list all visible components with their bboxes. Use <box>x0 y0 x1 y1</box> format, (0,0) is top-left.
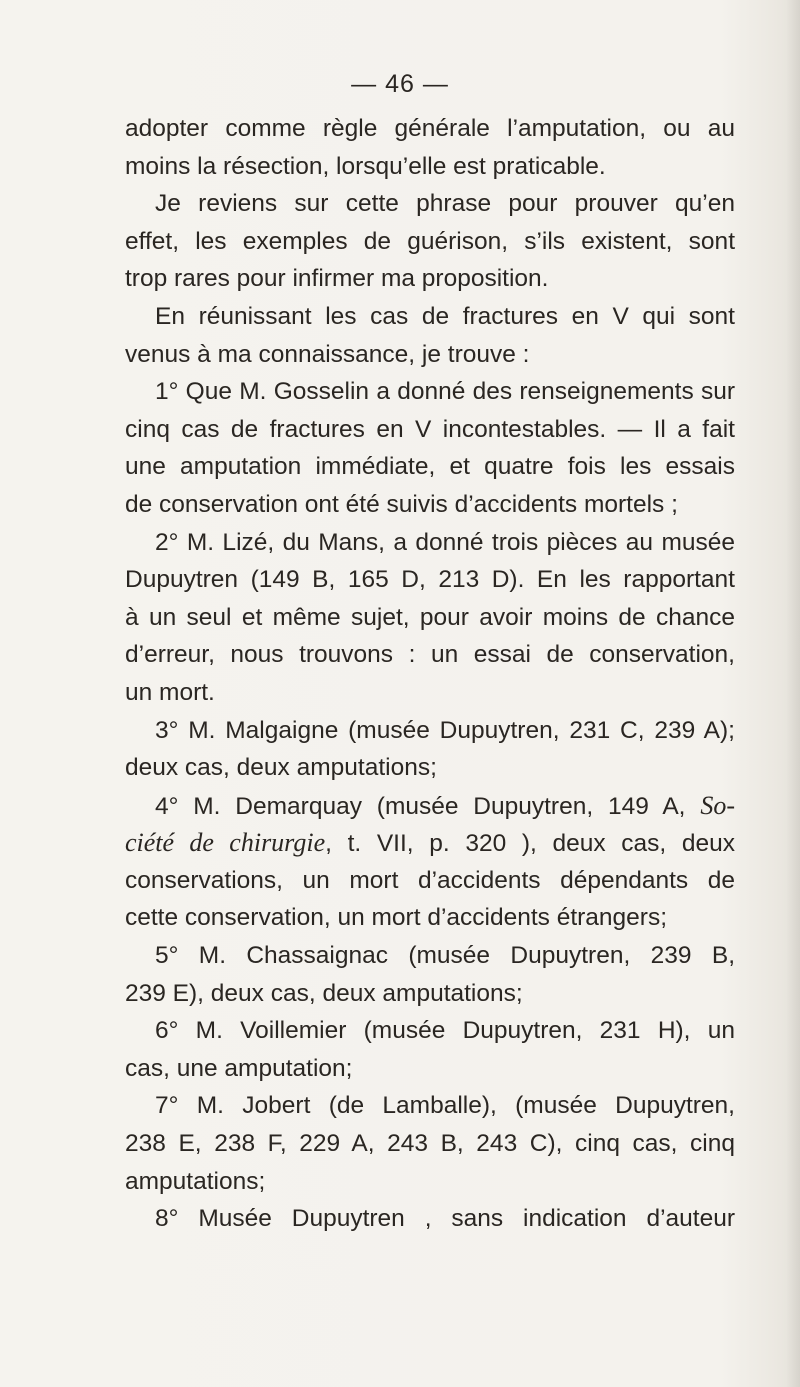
page-edge-shadow <box>786 0 800 1387</box>
text-line: 5° M. Chassaignac (musée Dupuytren, 239 B, <box>155 942 735 970</box>
body-text <box>125 110 735 1238</box>
text-line: 2° M. Lizé, du Mans, a donné trois pièces au musée <box>155 528 735 556</box>
text-line: d’erreur, nous trouvons : un essai de conservation, <box>125 641 735 669</box>
page-number: — 46 — <box>351 70 449 98</box>
text-line: 7° M. Jobert (de Lamballe), (musée Dupuytren, <box>155 1092 735 1120</box>
text-line: adopter comme règle générale l’amputation, ou au <box>125 115 735 142</box>
text-line: deux cas, deux amputations; <box>125 754 437 782</box>
text-line: 238 E, 238 F, 229 A, 243 B, 243 C), cinq cas, cinq <box>125 1130 735 1158</box>
text-line: Dupuytren (149 B, 165 D, 213 D). En les rapportant <box>125 566 735 594</box>
text-line: venus à ma connaissance, je trouve : <box>125 340 530 368</box>
text-line: cinq cas de fractures en V incontestables. — Il a fait <box>125 415 735 443</box>
text-line: moins la résection, lorsqu’elle est praticable. <box>125 152 606 180</box>
text-line: 1° Que M. Gosselin a donné des renseignements sur <box>155 378 735 406</box>
text-line: 6° M. Voillemier (musée Dupuytren, 231 H), un <box>155 1017 735 1045</box>
text-line: une amputation immédiate, et quatre fois les essais <box>125 453 735 481</box>
text-line: cette conservation, un mort d’accidents étrangers; <box>125 904 668 932</box>
text-segment: , t. VII, p. 320 ), deux cas, deux <box>325 830 735 858</box>
text-line <box>125 824 735 862</box>
italic-title: So- <box>700 790 735 820</box>
text-line: En réunissant les cas de fractures en V qui sont <box>155 302 735 330</box>
text-line: à un seul et même sujet, pour avoir moins de chance <box>125 603 735 631</box>
text-line <box>125 787 735 825</box>
italic-title: ciété de chirurgie <box>125 828 326 858</box>
text-line: amputations; <box>125 1167 266 1195</box>
text-line: conservations, un mort d’accidents dépendants de <box>125 866 735 894</box>
text-line: Je reviens sur cette phrase pour prouver qu’en <box>155 190 735 218</box>
text-line: 3° M. Malgaigne (musée Dupuytren, 231 C, 239 A); <box>155 716 735 744</box>
text-line: effet, les exemples de guérison, s’ils existent, sont <box>125 227 735 255</box>
text-line: de conservation ont été suivis d’accidents mortels ; <box>125 490 678 518</box>
text-segment: 4° M. Demarquay (musée Dupuytren, 149 A, <box>155 792 701 820</box>
text-line: cas, une amputation; <box>125 1054 353 1082</box>
text-line: 8° Musée Dupuytren , sans indication d’auteur <box>155 1205 735 1233</box>
text-line: trop rares pour infirmer ma proposition. <box>125 265 549 293</box>
text-line: 239 E), deux cas, deux amputations; <box>125 979 523 1007</box>
text-line: un mort. <box>125 678 215 706</box>
